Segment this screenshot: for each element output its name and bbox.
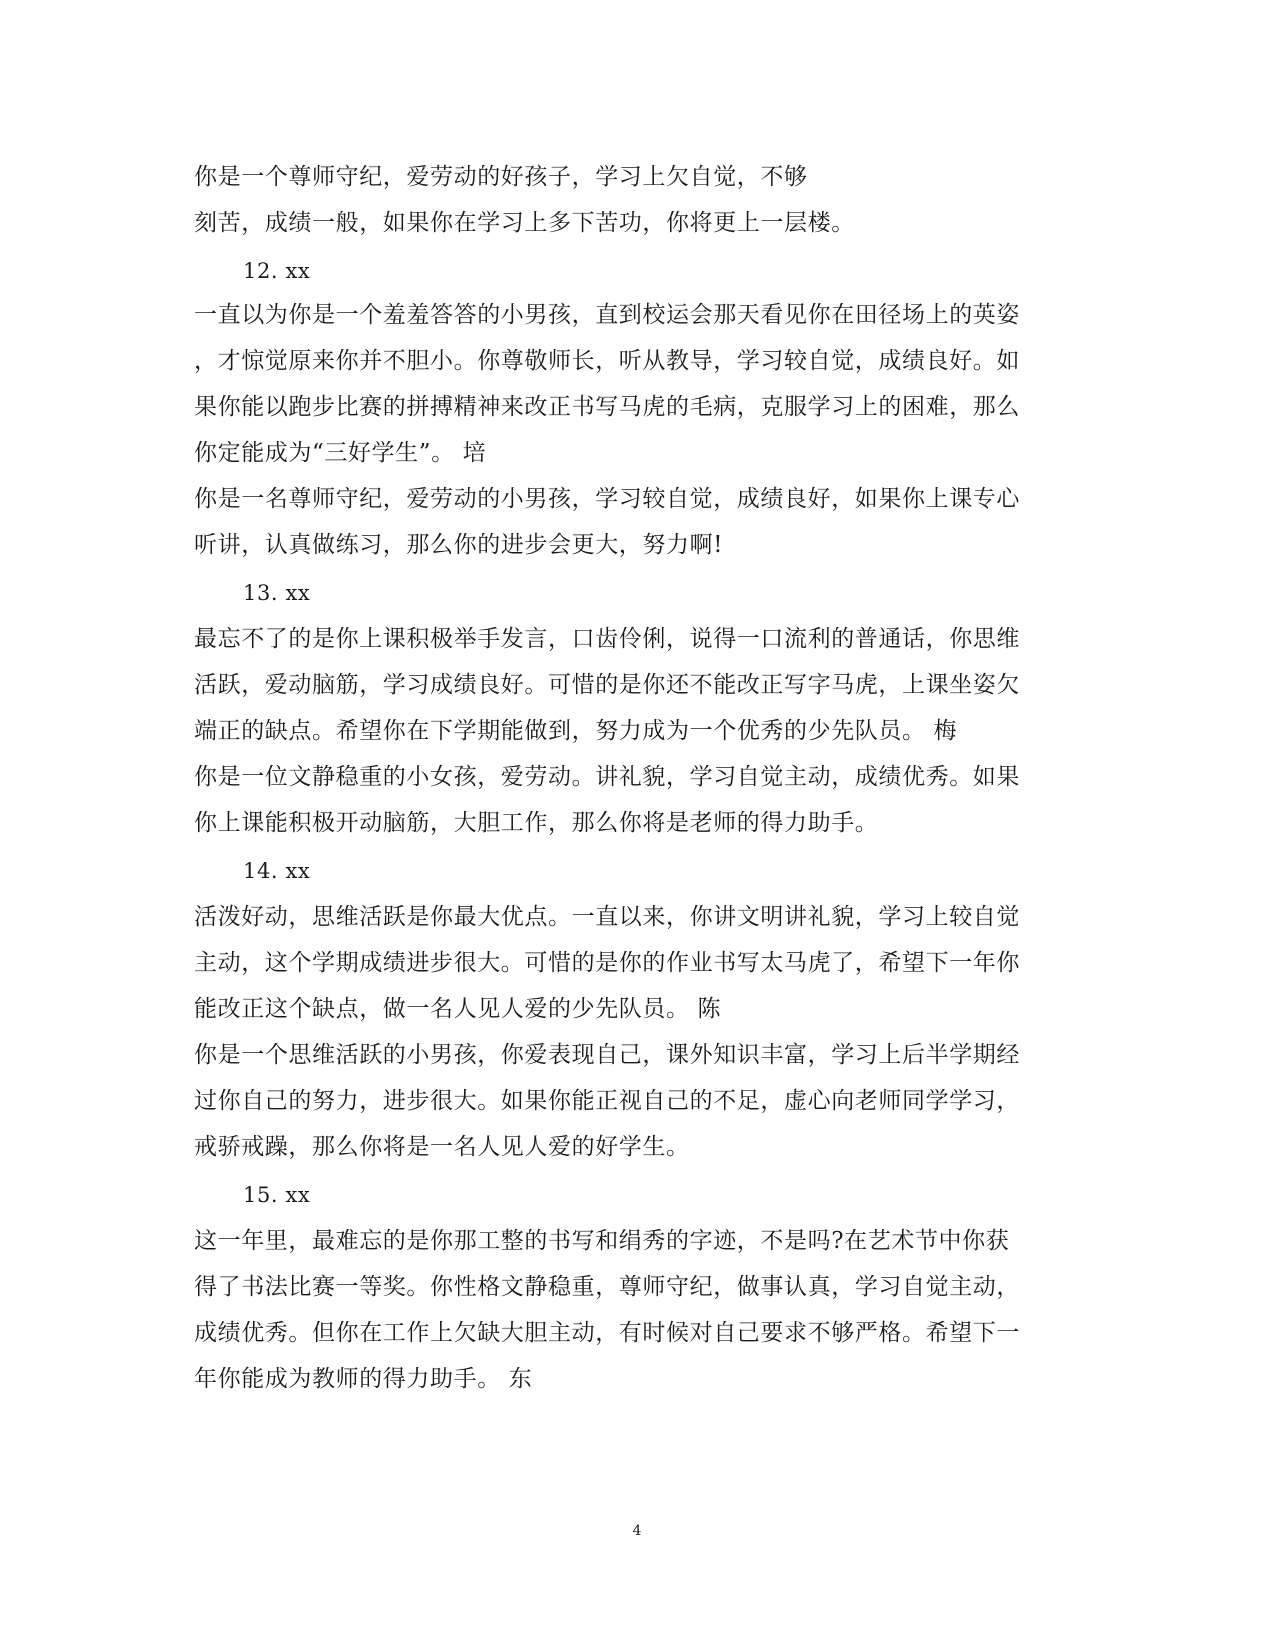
text-line: 年你能成为教师的得力助手。 东 (194, 1366, 533, 1392)
entry-number: 15. xx (243, 1183, 311, 1207)
text-line: 果你能以跑步比赛的拼搏精神来改正书写马虎的毛病，克服学习上的困难，那么 (194, 394, 1020, 420)
text-line: 你定能成为“三好学生”。 培 (194, 440, 487, 466)
text-line: 你是一个尊师守纪，爱劳动的好孩子，学习上欠自觉，不够 (194, 164, 808, 190)
entry-number: 12. xx (243, 259, 311, 283)
text-line: 活泼好动，思维活跃是你最大优点。一直以来，你讲文明讲礼貌，学习上较自觉 (194, 904, 1020, 930)
text-line: 主动，这个学期成绩进步很大。可惜的是你的作业书写太马虎了，希望下一年你 (194, 950, 1020, 976)
text-line: 最忘不了的是你上课积极举手发言，口齿伶俐，说得一口流利的普通话，你思维 (194, 626, 1020, 652)
text-line: 这一年里，最难忘的是你那工整的书写和绢秀的字迹，不是吗?在艺术节中你获 (194, 1228, 1010, 1254)
text-line: ，才惊觉原来你并不胆小。你尊敬师长，听从教导，学习较自觉，成绩良好。如 (194, 348, 1020, 374)
entry-number: 14. xx (243, 859, 311, 883)
text-line: 你是一名尊师守纪，爱劳动的小男孩，学习较自觉，成绩良好，如果你上课专心 (194, 486, 1020, 512)
text-line: 刻苦，成绩一般，如果你在学习上多下苦功，你将更上一层楼。 (194, 210, 855, 236)
text-line: 戒骄戒躁，那么你将是一名人见人爱的好学生。 (194, 1134, 690, 1160)
text-line: 你是一个思维活跃的小男孩，你爱表现自己，课外知识丰富，学习上后半学期经 (194, 1042, 1020, 1068)
text-line: 你上课能积极开动脑筋，大胆工作，那么你将是老师的得力助手。 (194, 810, 879, 836)
text-line: 你是一位文静稳重的小女孩，爱劳动。讲礼貌，学习自觉主动，成绩优秀。如果 (194, 764, 1020, 790)
text-line: 活跃，爱动脑筋，学习成绩良好。可惜的是你还不能改正写字马虎，上课坐姿欠 (194, 672, 1020, 698)
text-line: 能改正这个缺点，做一名人见人爱的少先队员。 陈 (194, 996, 722, 1022)
text-line: 端正的缺点。希望你在下学期能做到，努力成为一个优秀的少先队员。 梅 (194, 718, 958, 744)
entry-number: 13. xx (243, 581, 311, 605)
text-line: 过你自己的努力，进步很大。如果你能正视自己的不足，虚心向老师同学学习， (194, 1088, 1020, 1114)
page-number: 4 (632, 1523, 642, 1539)
text-line: 成绩优秀。但你在工作上欠缺大胆主动，有时候对自己要求不够严格。希望下一 (194, 1320, 1020, 1346)
text-line: 一直以为你是一个羞羞答答的小男孩，直到校运会那天看见你在田径场上的英姿 (194, 302, 1020, 328)
text-line: 得了书法比赛一等奖。你性格文静稳重，尊师守纪，做事认真，学习自觉主动， (194, 1274, 1020, 1300)
text-line: 听讲，认真做练习，那么你的进步会更大，努力啊! (194, 532, 724, 558)
